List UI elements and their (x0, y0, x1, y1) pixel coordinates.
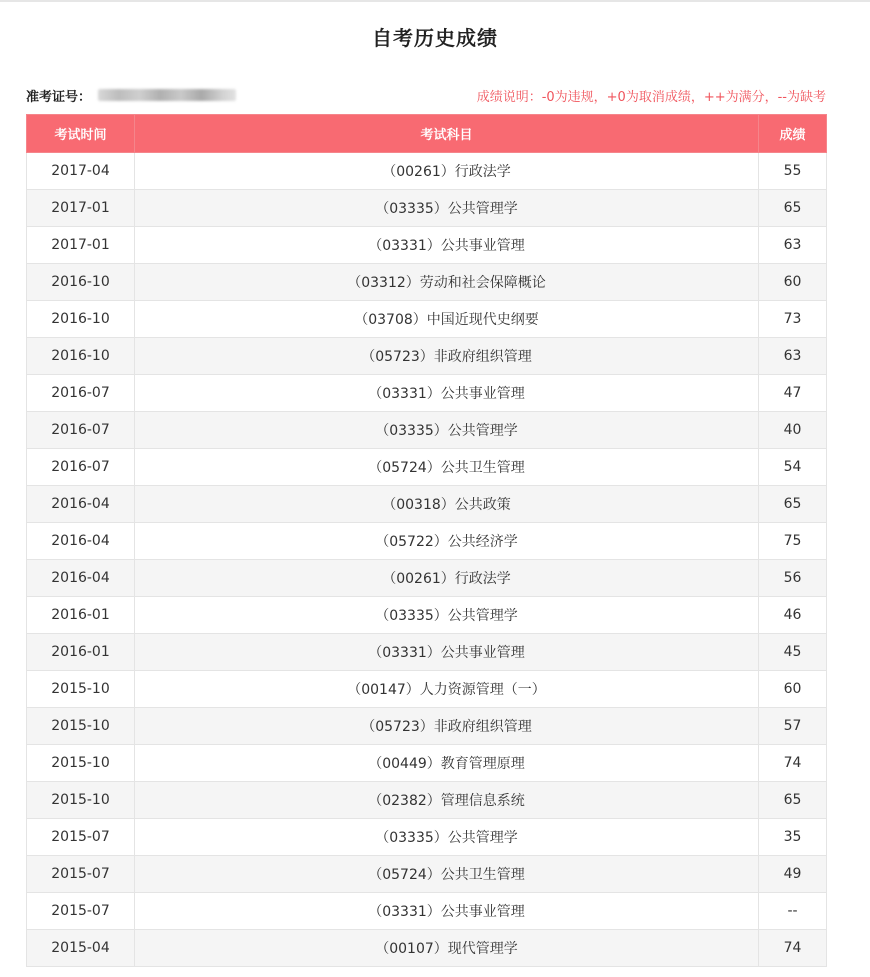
cell-exam-subject: （05723）非政府组织管理 (135, 338, 759, 375)
table-row (27, 819, 827, 856)
info-row (26, 84, 826, 106)
cell-exam-subject: （05723）非政府组织管理 (135, 708, 759, 745)
cell-score: 49 (759, 856, 827, 893)
cell-exam-time: 2016-10 (27, 264, 135, 301)
cell-exam-time: 2015-10 (27, 671, 135, 708)
page-title: 自考历史成绩 (372, 26, 498, 50)
cell-exam-time: 2016-01 (27, 634, 135, 671)
cell-exam-time: 2015-07 (27, 856, 135, 893)
cell-exam-time: 2015-10 (27, 782, 135, 819)
cell-score: 65 (759, 782, 827, 819)
admission-number-label: 准考证号： (26, 90, 92, 105)
cell-exam-subject: （03335）公共管理学 (135, 412, 759, 449)
table-row (27, 412, 827, 449)
table-row (27, 375, 827, 412)
cell-score: 54 (759, 449, 827, 486)
cell-exam-time: 2016-04 (27, 560, 135, 597)
cell-exam-subject: （05722）公共经济学 (135, 523, 759, 560)
table-row (27, 227, 827, 264)
cell-exam-time: 2015-10 (27, 708, 135, 745)
cell-score: 55 (759, 153, 827, 190)
table-row (27, 597, 827, 634)
table-row (27, 523, 827, 560)
admission-number-redacted (98, 89, 236, 101)
cell-score: 63 (759, 338, 827, 375)
table-row (27, 745, 827, 782)
header-score: 成绩 (759, 115, 827, 153)
cell-score: 65 (759, 486, 827, 523)
table-row (27, 264, 827, 301)
cell-exam-time: 2016-10 (27, 301, 135, 338)
cell-exam-subject: （00147）人力资源管理（一） (135, 671, 759, 708)
top-divider (0, 0, 870, 2)
cell-score: 74 (759, 745, 827, 782)
table-row (27, 153, 827, 190)
cell-score: 60 (759, 671, 827, 708)
cell-exam-time: 2015-10 (27, 745, 135, 782)
score-history-table (26, 114, 827, 967)
table-header-row (27, 115, 827, 153)
cell-exam-subject: （00261）行政法学 (135, 153, 759, 190)
cell-score: 75 (759, 523, 827, 560)
cell-exam-time: 2015-07 (27, 819, 135, 856)
cell-exam-time: 2016-10 (27, 338, 135, 375)
header-exam-subject: 考试科目 (135, 115, 759, 153)
table-row (27, 856, 827, 893)
cell-score: 57 (759, 708, 827, 745)
cell-exam-subject: （03335）公共管理学 (135, 819, 759, 856)
cell-exam-time: 2015-04 (27, 930, 135, 967)
cell-exam-subject: （00318）公共政策 (135, 486, 759, 523)
table-row (27, 486, 827, 523)
cell-exam-time: 2016-04 (27, 486, 135, 523)
cell-score: 65 (759, 190, 827, 227)
header-exam-time: 考试时间 (27, 115, 135, 153)
cell-exam-subject: （03331）公共事业管理 (135, 893, 759, 930)
cell-exam-time: 2017-01 (27, 227, 135, 264)
table-row (27, 671, 827, 708)
cell-exam-time: 2016-07 (27, 375, 135, 412)
table-row (27, 560, 827, 597)
table-row (27, 338, 827, 375)
cell-exam-time: 2016-04 (27, 523, 135, 560)
cell-score: 73 (759, 301, 827, 338)
cell-score: 35 (759, 819, 827, 856)
cell-score: 47 (759, 375, 827, 412)
table-row (27, 634, 827, 671)
cell-exam-time: 2016-07 (27, 412, 135, 449)
cell-exam-subject: （03335）公共管理学 (135, 597, 759, 634)
cell-exam-time: 2017-04 (27, 153, 135, 190)
cell-score: -- (759, 893, 827, 930)
cell-score: 63 (759, 227, 827, 264)
cell-exam-subject: （03335）公共管理学 (135, 190, 759, 227)
cell-score: 60 (759, 264, 827, 301)
table-row (27, 449, 827, 486)
table-row (27, 893, 827, 930)
cell-exam-subject: （02382）管理信息系统 (135, 782, 759, 819)
cell-exam-subject: （00261）行政法学 (135, 560, 759, 597)
cell-exam-subject: （03331）公共事业管理 (135, 375, 759, 412)
table-row (27, 190, 827, 227)
table-row (27, 301, 827, 338)
cell-exam-time: 2015-07 (27, 893, 135, 930)
cell-exam-subject: （00449）教育管理原理 (135, 745, 759, 782)
cell-exam-subject: （03708）中国近现代史纲要 (135, 301, 759, 338)
cell-exam-subject: （00107）现代管理学 (135, 930, 759, 967)
table-row (27, 930, 827, 967)
cell-exam-time: 2016-01 (27, 597, 135, 634)
cell-exam-subject: （03331）公共事业管理 (135, 227, 759, 264)
cell-score: 56 (759, 560, 827, 597)
cell-score: 40 (759, 412, 827, 449)
cell-exam-time: 2017-01 (27, 190, 135, 227)
table-row (27, 782, 827, 819)
cell-exam-subject: （05724）公共卫生管理 (135, 856, 759, 893)
cell-exam-time: 2016-07 (27, 449, 135, 486)
cell-score: 74 (759, 930, 827, 967)
cell-exam-subject: （03312）劳动和社会保障概论 (135, 264, 759, 301)
cell-exam-subject: （05724）公共卫生管理 (135, 449, 759, 486)
cell-score: 46 (759, 597, 827, 634)
score-legend-note: 成绩说明：-0为违规，+0为取消成绩，++为满分，--为缺考 (476, 90, 826, 105)
table-row (27, 708, 827, 745)
cell-exam-subject: （03331）公共事业管理 (135, 634, 759, 671)
table-body (27, 153, 827, 967)
cell-score: 45 (759, 634, 827, 671)
